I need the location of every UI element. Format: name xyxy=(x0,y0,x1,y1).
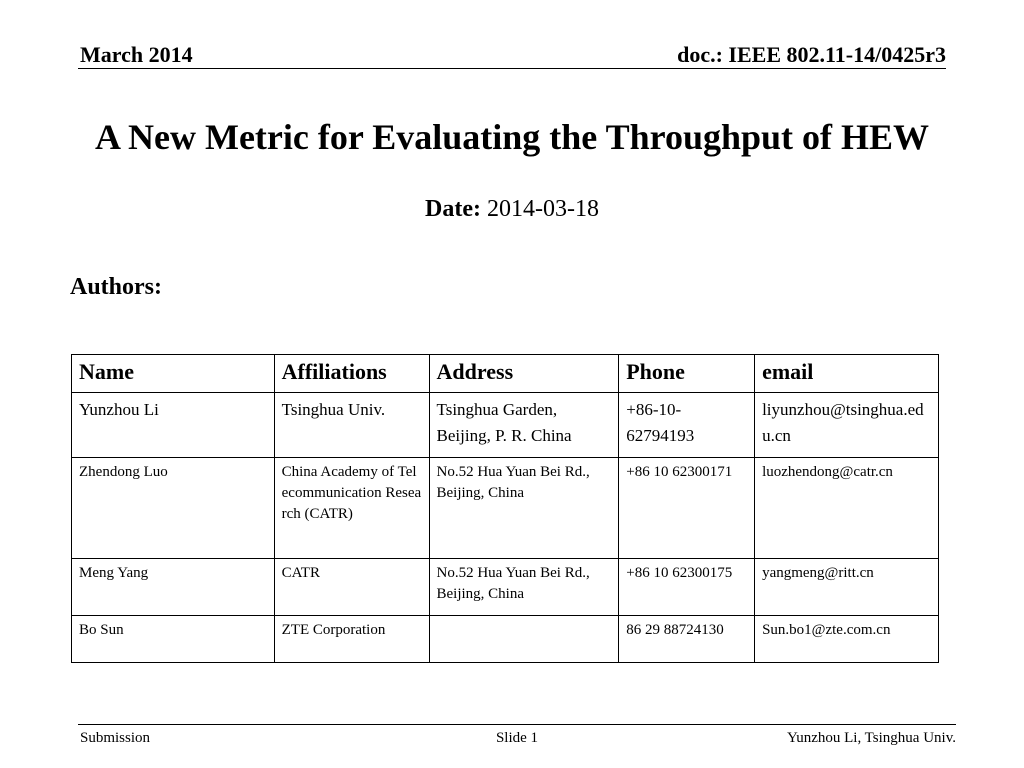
footer-slide-number: Slide 1 xyxy=(495,730,539,746)
cell-email: Sun.bo1@zte.com.cn xyxy=(755,616,939,663)
cell-address xyxy=(429,616,619,663)
cell-email: liyunzhou@tsinghua.edu.cn xyxy=(755,393,939,458)
cell-phone: +86 10 62300175 xyxy=(619,559,755,616)
header-phone: Phone xyxy=(619,355,755,393)
cell-phone: 86 29 88724130 xyxy=(619,616,755,663)
cell-affiliation: ZTE Corporation xyxy=(274,616,429,663)
cell-address: No.52 Hua Yuan Bei Rd., Beijing, China xyxy=(429,559,619,616)
cell-name: Zhendong Luo xyxy=(72,458,275,559)
cell-name: Meng Yang xyxy=(72,559,275,616)
authors-table xyxy=(71,354,939,663)
cell-name: Yunzhou Li xyxy=(72,393,275,458)
table-row xyxy=(72,393,939,458)
date-line xyxy=(0,196,1024,223)
table-row xyxy=(72,616,939,663)
header-rule xyxy=(78,68,946,69)
header-address: Address xyxy=(429,355,619,393)
date-value: 2014-03-18 xyxy=(486,196,599,222)
table-row xyxy=(72,559,939,616)
header-date: March 2014 xyxy=(80,42,193,67)
footer-rule xyxy=(78,724,956,725)
header-doc-id: doc.: IEEE 802.11-14/0425r3 xyxy=(677,42,946,67)
cell-email: yangmeng@ritt.cn xyxy=(755,559,939,616)
header-name: Name xyxy=(72,355,275,393)
cell-name: Bo Sun xyxy=(72,616,275,663)
authors-label: Authors: xyxy=(70,274,163,300)
header-email: email xyxy=(755,355,939,393)
cell-email: luozhendong@catr.cn xyxy=(755,458,939,559)
cell-affiliation: China Academy of Telecommunication Research (CATR) xyxy=(274,458,429,559)
cell-phone: +86-10-62794193 xyxy=(619,393,755,458)
footer-submission: Submission xyxy=(80,730,151,746)
cell-address: Tsinghua Garden, Beijing, P. R. China xyxy=(429,393,619,458)
date-label: Date: xyxy=(425,196,481,222)
cell-affiliation: Tsinghua Univ. xyxy=(274,393,429,458)
table-header-row xyxy=(72,355,939,393)
header-affiliations: Affiliations xyxy=(274,355,429,393)
cell-affiliation: CATR xyxy=(274,559,429,616)
cell-address: No.52 Hua Yuan Bei Rd., Beijing, China xyxy=(429,458,619,559)
table-row xyxy=(72,458,939,559)
cell-phone: +86 10 62300171 xyxy=(619,458,755,559)
footer-author: Yunzhou Li, Tsinghua Univ. xyxy=(787,730,956,746)
slide-title: A New Metric for Evaluating the Throughput of HEW xyxy=(94,117,930,157)
